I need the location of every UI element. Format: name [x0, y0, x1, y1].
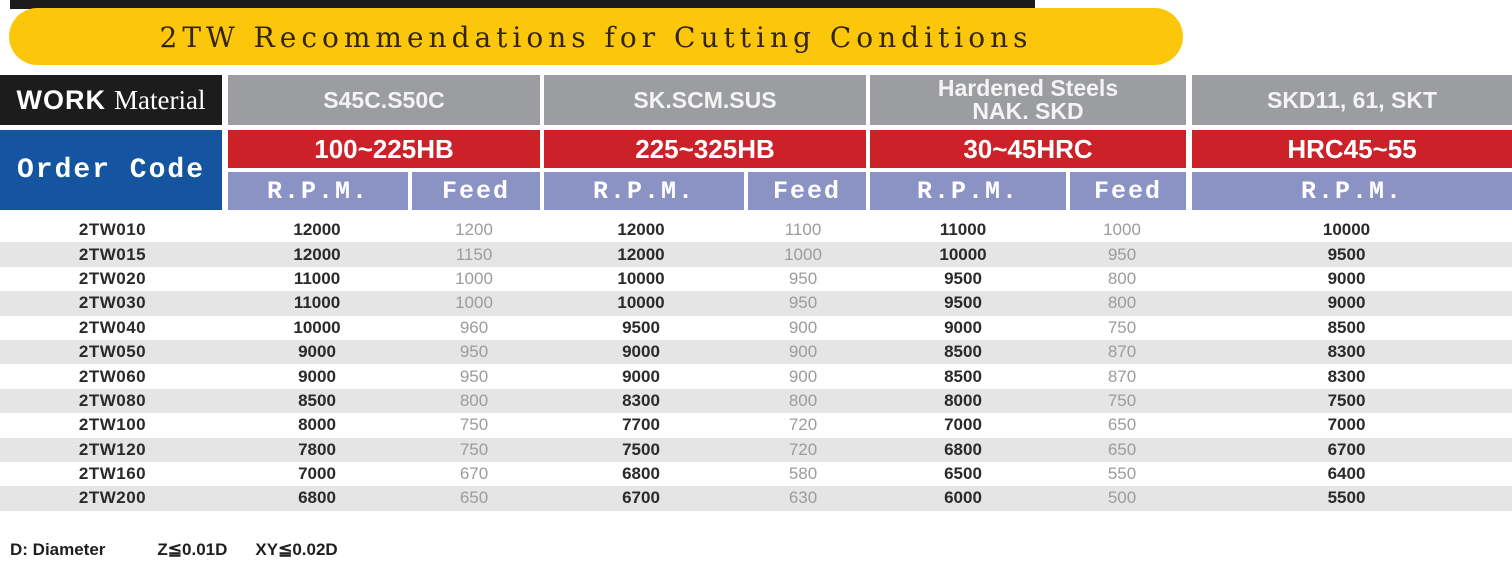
material-text: SK.SCM.SUS	[633, 86, 777, 113]
order-code-value: 2TW040	[78, 317, 147, 337]
rpm-header-2: R.P.M.	[544, 172, 744, 210]
table-row	[0, 486, 1512, 510]
hardness-header-4: HRC45~55	[1192, 130, 1512, 168]
rpm-value-1: 7000	[298, 464, 336, 484]
feed-value-1: 950	[459, 366, 489, 386]
rpm-value-1: 8000	[298, 415, 336, 435]
feed-value-3: 550	[1107, 464, 1137, 484]
rpm-header-4: R.P.M.	[1192, 172, 1512, 210]
feed-value-2: 900	[788, 317, 818, 337]
feed-value-2: 630	[788, 488, 818, 508]
material-text: Hardened Steels	[937, 75, 1119, 101]
feed-value-1: 1200	[455, 220, 493, 240]
feed-value-1: 960	[459, 317, 489, 337]
rpm-value-2: 12000	[617, 220, 665, 240]
rpm-value-1: 7800	[298, 439, 336, 459]
order-code-value: 2TW120	[78, 439, 147, 459]
feed-value-2: 950	[788, 268, 818, 288]
feed-value-1: 950	[459, 342, 489, 362]
material-text: S45C.S50C	[323, 86, 445, 113]
feed-value-2: 1100	[784, 220, 822, 240]
feed-value-3: 870	[1107, 342, 1137, 362]
rpm-value-1: 9000	[298, 342, 336, 362]
rpm-value-2: 6800	[622, 464, 660, 484]
material-text: SKD11, 61, SKT	[1266, 86, 1438, 113]
rpm-value-4: 8300	[1327, 366, 1366, 386]
table-row	[0, 462, 1512, 486]
hardness-header-1: 100~225HB	[228, 130, 540, 168]
feed-value-3: 950	[1107, 244, 1137, 264]
order-code-value: 2TW100	[78, 415, 147, 435]
feed-value-3: 500	[1107, 488, 1137, 508]
data-table-body	[0, 218, 1512, 511]
feed-value-1: 800	[459, 390, 489, 410]
table-row	[0, 316, 1512, 340]
rpm-value-2: 10000	[617, 293, 665, 313]
order-code-value: 2TW080	[78, 390, 147, 410]
work-material-header	[0, 75, 222, 125]
table-row	[0, 438, 1512, 462]
feed-value-3: 800	[1107, 293, 1137, 313]
feed-value-3: 1000	[1103, 220, 1141, 240]
order-code-value: 2TW020	[78, 268, 147, 288]
feed-value-3: 650	[1107, 439, 1137, 459]
hardness-header-row	[228, 130, 1512, 168]
page-title: 2TW Recommendations for Cutting Conditions	[159, 21, 1033, 54]
subheader-row	[228, 172, 1512, 210]
footnote-z: Z≦0.01D	[157, 540, 228, 559]
rpm-value-1: 11000	[293, 268, 341, 288]
hardness-header-2: 225~325HB	[544, 130, 866, 168]
rpm-value-3: 6800	[944, 439, 982, 459]
rpm-value-3: 7000	[944, 415, 982, 435]
material-header-sk-scm-sus	[544, 75, 866, 125]
rpm-value-2: 9000	[622, 342, 660, 362]
feed-value-1: 1000	[455, 293, 493, 313]
rpm-value-3: 6500	[944, 464, 982, 484]
rpm-value-1: 8500	[298, 390, 336, 410]
material-header-skd11	[1192, 75, 1512, 125]
feed-value-3: 870	[1107, 366, 1137, 386]
table-row	[0, 389, 1512, 413]
feed-header-2: Feed	[748, 172, 866, 210]
material-text-line2: NAK. SKD	[972, 98, 1084, 124]
material-label: Material	[114, 84, 206, 115]
feed-value-1: 670	[459, 464, 489, 484]
table-row	[0, 218, 1512, 242]
rpm-value-1: 12000	[293, 244, 341, 264]
rpm-value-4: 5500	[1327, 488, 1366, 508]
hardness-header-3: 30~45HRC	[870, 130, 1186, 168]
material-header-hardened-steels	[870, 75, 1186, 125]
rpm-value-2: 9500	[622, 317, 660, 337]
rpm-header-1: R.P.M.	[228, 172, 408, 210]
feed-header-3: Feed	[1070, 172, 1186, 210]
order-code-value: 2TW015	[78, 244, 147, 264]
rpm-value-2: 6700	[622, 488, 660, 508]
feed-value-3: 750	[1107, 317, 1137, 337]
feed-value-3: 750	[1107, 390, 1137, 410]
feed-value-2: 580	[788, 464, 818, 484]
rpm-value-4: 6700	[1327, 439, 1366, 459]
footnote-xy: XY≦0.02D	[255, 540, 338, 559]
rpm-value-4: 7500	[1327, 390, 1366, 410]
rpm-value-1: 6800	[298, 488, 336, 508]
rpm-value-3: 8500	[944, 366, 982, 386]
feed-value-1: 750	[459, 439, 489, 459]
table-row	[0, 242, 1512, 266]
rpm-value-1: 12000	[293, 220, 341, 240]
rpm-value-3: 9500	[944, 293, 982, 313]
feed-value-2: 900	[788, 366, 818, 386]
rpm-value-3: 6000	[944, 488, 982, 508]
work-label: WORK	[16, 84, 106, 115]
feed-value-2: 800	[788, 390, 818, 410]
rpm-value-3: 8000	[944, 390, 982, 410]
order-code-value: 2TW160	[78, 464, 147, 484]
table-row	[0, 340, 1512, 364]
feed-value-2: 1000	[784, 244, 822, 264]
feed-value-2: 950	[788, 293, 818, 313]
rpm-value-2: 12000	[617, 244, 665, 264]
order-code-value: 2TW200	[78, 488, 147, 508]
feed-value-1: 1150	[455, 244, 493, 264]
feed-value-3: 650	[1107, 415, 1137, 435]
rpm-value-4: 8500	[1327, 317, 1366, 337]
footnote-diameter: D: Diameter	[10, 540, 106, 559]
table-row	[0, 413, 1512, 437]
table-row	[0, 364, 1512, 388]
rpm-value-4: 8300	[1327, 342, 1366, 362]
feed-value-2: 900	[788, 342, 818, 362]
order-code-header: Order Code	[0, 130, 222, 210]
rpm-header-3: R.P.M.	[870, 172, 1066, 210]
rpm-value-3: 9500	[944, 268, 982, 288]
order-code-value: 2TW030	[78, 293, 147, 313]
feed-value-1: 1000	[455, 268, 493, 288]
rpm-value-2: 7700	[622, 415, 660, 435]
feed-value-1: 750	[459, 415, 489, 435]
rpm-value-4: 7000	[1327, 415, 1366, 435]
rpm-value-3: 10000	[939, 244, 987, 264]
rpm-value-2: 10000	[617, 268, 665, 288]
rpm-value-4: 9000	[1327, 293, 1366, 313]
order-code-value: 2TW050	[78, 342, 147, 362]
rpm-value-4: 10000	[1322, 220, 1371, 240]
feed-value-2: 720	[788, 439, 818, 459]
rpm-value-2: 7500	[622, 439, 660, 459]
rpm-value-3: 11000	[939, 220, 987, 240]
order-code-value: 2TW060	[78, 366, 147, 386]
title-banner	[9, 8, 1183, 65]
feed-value-2: 720	[788, 415, 818, 435]
rpm-value-3: 9000	[944, 317, 982, 337]
rpm-value-1: 11000	[293, 293, 341, 313]
footnote	[10, 540, 338, 560]
feed-value-1: 650	[459, 488, 489, 508]
rpm-value-3: 8500	[944, 342, 982, 362]
rpm-value-2: 9000	[622, 366, 660, 386]
rpm-value-2: 8300	[622, 390, 660, 410]
material-header-row	[0, 75, 1512, 125]
feed-value-3: 800	[1107, 268, 1137, 288]
order-code-value: 2TW010	[78, 220, 147, 240]
table-row	[0, 267, 1512, 291]
material-header-s45c	[228, 75, 540, 125]
table-row	[0, 291, 1512, 315]
rpm-value-4: 9500	[1327, 244, 1366, 264]
rpm-value-4: 6400	[1327, 464, 1366, 484]
feed-header-1: Feed	[412, 172, 540, 210]
rpm-value-1: 9000	[298, 366, 336, 386]
rpm-value-4: 9000	[1327, 268, 1366, 288]
rpm-value-1: 10000	[293, 317, 341, 337]
